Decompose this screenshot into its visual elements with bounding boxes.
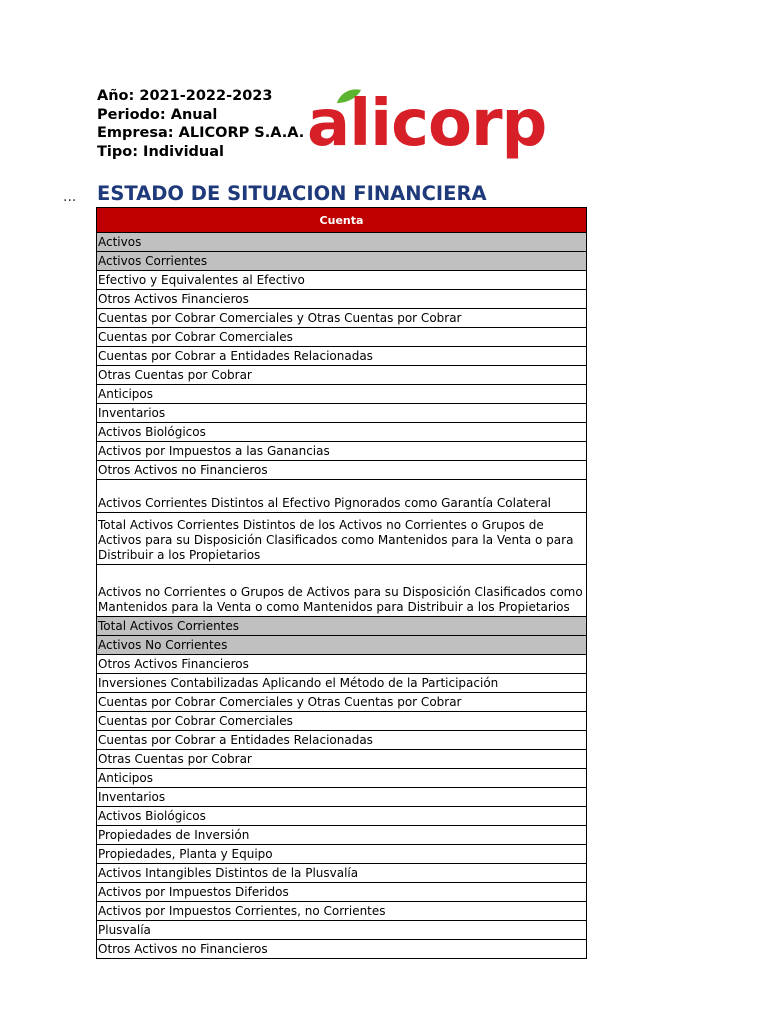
section-row	[97, 252, 587, 271]
account-cell: Propiedades de Inversión	[97, 826, 587, 845]
table-row	[97, 731, 587, 750]
table-row	[97, 826, 587, 845]
account-cell: Activos no Corrientes o Grupos de Activos para su Disposición Clasificados como Mantenidos para la Venta o como Mantenidos para Distribuir a los Propietarios	[97, 565, 587, 617]
account-cell: Activos Corrientes	[97, 252, 587, 271]
account-cell: Inventarios	[97, 404, 587, 423]
table-row	[97, 461, 587, 480]
table-row	[97, 769, 587, 788]
account-cell: Inversiones Contabilizadas Aplicando el Método de la Participación	[97, 674, 587, 693]
table-row	[97, 271, 587, 290]
table-row	[97, 902, 587, 921]
table-header-row	[97, 208, 587, 233]
account-cell: Total Activos Corrientes	[97, 617, 587, 636]
account-cell: Cuentas por Cobrar Comerciales	[97, 328, 587, 347]
account-cell: Inventarios	[97, 788, 587, 807]
account-cell: Activos Biológicos	[97, 807, 587, 826]
accounts-table	[96, 207, 587, 959]
section-row	[97, 233, 587, 252]
period-label: Periodo: Anual	[97, 106, 218, 123]
account-cell: Otras Cuentas por Cobrar	[97, 366, 587, 385]
account-cell: Activos	[97, 233, 587, 252]
table-row	[97, 845, 587, 864]
account-cell: Cuentas por Cobrar Comerciales y Otras Cuentas por Cobrar	[97, 693, 587, 712]
logo-wordmark: alicorp	[307, 88, 547, 160]
table-row	[97, 404, 587, 423]
account-cell: Propiedades, Planta y Equipo	[97, 845, 587, 864]
table-row	[97, 366, 587, 385]
table-row	[97, 864, 587, 883]
page-title: ESTADO DE SITUACION FINANCIERA	[97, 182, 487, 205]
account-cell: Otras Cuentas por Cobrar	[97, 750, 587, 769]
table-row	[97, 290, 587, 309]
account-cell: Otros Activos no Financieros	[97, 461, 587, 480]
table-row	[97, 480, 587, 513]
table-row	[97, 347, 587, 366]
table-row	[97, 883, 587, 902]
table-body	[97, 233, 587, 959]
table-row	[97, 423, 587, 442]
account-cell: Activos Intangibles Distintos de la Plusvalía	[97, 864, 587, 883]
column-header-cuenta: Cuenta	[97, 208, 587, 233]
section-row	[97, 617, 587, 636]
table-row	[97, 565, 587, 617]
account-cell: Otros Activos Financieros	[97, 655, 587, 674]
account-cell: Plusvalía	[97, 921, 587, 940]
section-row	[97, 636, 587, 655]
report-metadata	[97, 87, 304, 161]
table-row	[97, 693, 587, 712]
account-cell: Efectivo y Equivalentes al Efectivo	[97, 271, 587, 290]
table-row	[97, 442, 587, 461]
account-cell: Total Activos Corrientes Distintos de los Activos no Corrientes o Grupos de Activos para su Disposición Clasificados como Mantenidos para la Venta o para Distribuir a los Propietarios	[97, 513, 587, 565]
table-row	[97, 328, 587, 347]
alicorp-logo	[305, 88, 587, 160]
account-cell: Activos por Impuestos Diferidos	[97, 883, 587, 902]
account-cell: Activos por Impuestos Corrientes, no Corrientes	[97, 902, 587, 921]
account-cell: Cuentas por Cobrar Comerciales y Otras Cuentas por Cobrar	[97, 309, 587, 328]
account-cell: Anticipos	[97, 385, 587, 404]
table-row	[97, 385, 587, 404]
table-row	[97, 807, 587, 826]
ellipsis-marker: ...	[63, 189, 77, 205]
table-row	[97, 788, 587, 807]
table-row	[97, 513, 587, 565]
type-label: Tipo: Individual	[97, 143, 224, 160]
table-row	[97, 750, 587, 769]
account-cell: Activos Corrientes Distintos al Efectivo Pignorados como Garantía Colateral	[97, 480, 587, 513]
account-cell: Otros Activos no Financieros	[97, 940, 587, 959]
table-row	[97, 655, 587, 674]
account-cell: Cuentas por Cobrar a Entidades Relacionadas	[97, 731, 587, 750]
table-row	[97, 940, 587, 959]
table-row	[97, 309, 587, 328]
company-label: Empresa: ALICORP S.A.A.	[97, 125, 305, 141]
account-cell: Activos por Impuestos a las Ganancias	[97, 442, 587, 461]
account-cell: Activos No Corrientes	[97, 636, 587, 655]
table-row	[97, 921, 587, 940]
account-cell: Anticipos	[97, 769, 587, 788]
table-row	[97, 674, 587, 693]
year-label: Año: 2021-2022-2023	[97, 88, 273, 104]
account-cell: Cuentas por Cobrar Comerciales	[97, 712, 587, 731]
account-cell: Cuentas por Cobrar a Entidades Relacionadas	[97, 347, 587, 366]
account-cell: Otros Activos Financieros	[97, 290, 587, 309]
account-cell: Activos Biológicos	[97, 423, 587, 442]
table-row	[97, 712, 587, 731]
